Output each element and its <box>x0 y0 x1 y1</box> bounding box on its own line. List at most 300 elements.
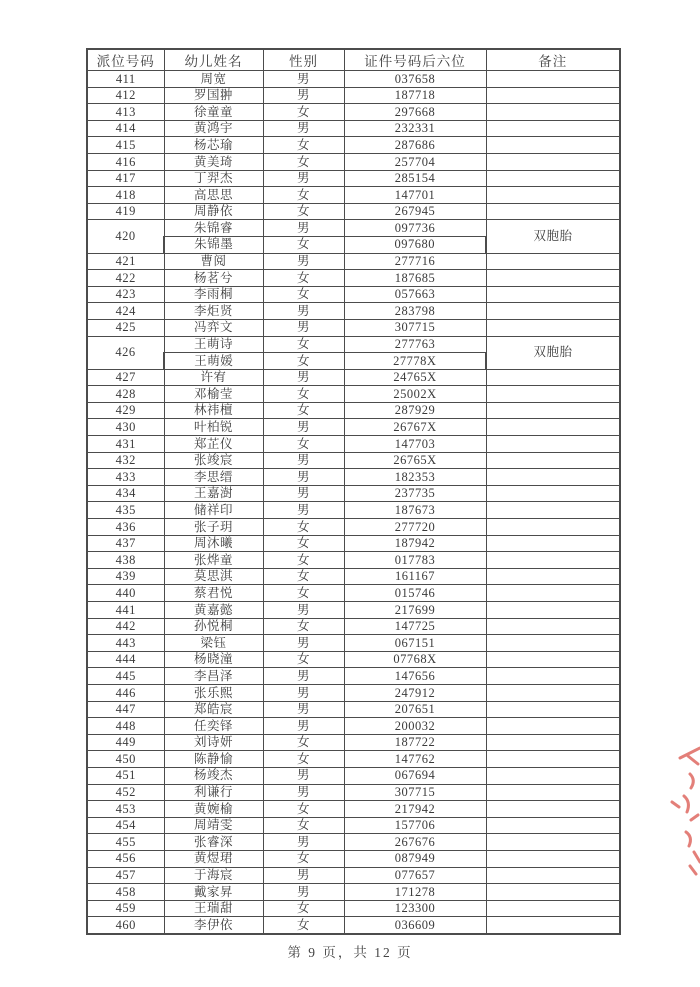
cell-id-last6: 283798 <box>344 303 486 320</box>
cell-child-name: 王嘉澍 <box>164 485 263 502</box>
header-allocation-number: 派位号码 <box>87 49 164 71</box>
cell-gender: 女 <box>263 568 344 585</box>
cell-note <box>486 734 620 751</box>
cell-child-name: 曹阅 <box>164 253 263 270</box>
cell-child-name: 郑芷仪 <box>164 436 263 453</box>
cell-gender: 女 <box>263 519 344 536</box>
cell-allocation-number: 412 <box>87 87 164 104</box>
table-row <box>87 71 620 88</box>
cell-note <box>486 668 620 685</box>
cell-note <box>486 104 620 121</box>
cell-id-last6: 297668 <box>344 104 486 121</box>
cell-gender: 男 <box>263 87 344 104</box>
table-row <box>87 884 620 901</box>
cell-allocation-number: 446 <box>87 684 164 701</box>
cell-note <box>486 850 620 867</box>
cell-id-last6: 277720 <box>344 519 486 536</box>
cell-allocation-number: 439 <box>87 568 164 585</box>
cell-child-name: 杨竣杰 <box>164 767 263 784</box>
cell-note <box>486 153 620 170</box>
cell-allocation-number: 456 <box>87 850 164 867</box>
table-row <box>87 336 620 353</box>
cell-id-last6: 307715 <box>344 319 486 336</box>
cell-child-name: 李思缙 <box>164 469 263 486</box>
cell-child-name: 杨晓潼 <box>164 651 263 668</box>
cell-note <box>486 884 620 901</box>
cell-note <box>486 436 620 453</box>
cell-id-last6: 217942 <box>344 801 486 818</box>
cell-allocation-number: 453 <box>87 801 164 818</box>
cell-id-last6: 187685 <box>344 270 486 287</box>
cell-gender: 男 <box>263 220 344 237</box>
cell-allocation-number: 419 <box>87 203 164 220</box>
cell-allocation-number: 459 <box>87 900 164 917</box>
cell-note <box>486 170 620 187</box>
cell-id-last6: 257704 <box>344 153 486 170</box>
cell-id-last6: 25002X <box>344 386 486 403</box>
cell-gender: 女 <box>263 270 344 287</box>
cell-allocation-number: 447 <box>87 701 164 718</box>
cell-allocation-number: 430 <box>87 419 164 436</box>
cell-note <box>486 485 620 502</box>
cell-id-last6: 247912 <box>344 684 486 701</box>
cell-id-last6: 187942 <box>344 535 486 552</box>
cell-allocation-number: 435 <box>87 502 164 519</box>
cell-gender: 男 <box>263 485 344 502</box>
cell-allocation-number: 426 <box>87 336 164 369</box>
cell-allocation-number: 438 <box>87 552 164 569</box>
table-row <box>87 419 620 436</box>
cell-id-last6: 182353 <box>344 469 486 486</box>
cell-gender: 男 <box>263 884 344 901</box>
cell-note <box>486 602 620 619</box>
cell-child-name: 梁钰 <box>164 635 263 652</box>
cell-child-name: 张子玥 <box>164 519 263 536</box>
cell-id-last6: 24765X <box>344 369 486 386</box>
cell-gender: 女 <box>263 734 344 751</box>
cell-allocation-number: 458 <box>87 884 164 901</box>
cell-child-name: 黄婉榆 <box>164 801 263 818</box>
allocation-table <box>86 48 621 935</box>
cell-gender: 男 <box>263 767 344 784</box>
cell-note <box>486 635 620 652</box>
cell-note <box>486 303 620 320</box>
cell-allocation-number: 441 <box>87 602 164 619</box>
table-row <box>87 701 620 718</box>
cell-note <box>486 784 620 801</box>
cell-child-name: 朱锦墨 <box>164 236 263 253</box>
cell-gender: 男 <box>263 701 344 718</box>
table-row <box>87 485 620 502</box>
table-row <box>87 684 620 701</box>
table-row <box>87 220 620 237</box>
cell-note <box>486 253 620 270</box>
table-row <box>87 651 620 668</box>
header-child-name: 幼儿姓名 <box>164 49 263 71</box>
table-row <box>87 751 620 768</box>
cell-child-name: 丁羿杰 <box>164 170 263 187</box>
cell-gender: 男 <box>263 867 344 884</box>
cell-id-last6: 015746 <box>344 585 486 602</box>
cell-child-name: 冯弈文 <box>164 319 263 336</box>
table-row <box>87 452 620 469</box>
cell-note <box>486 801 620 818</box>
cell-child-name: 黄鸿宇 <box>164 120 263 137</box>
cell-gender: 男 <box>263 71 344 88</box>
cell-note <box>486 552 620 569</box>
cell-id-last6: 27778X <box>344 353 486 370</box>
cell-note <box>486 137 620 154</box>
cell-gender: 男 <box>263 419 344 436</box>
cell-allocation-number: 450 <box>87 751 164 768</box>
cell-gender: 女 <box>263 104 344 121</box>
cell-child-name: 黄煜珺 <box>164 850 263 867</box>
cell-child-name: 叶柏锐 <box>164 419 263 436</box>
cell-allocation-number: 425 <box>87 319 164 336</box>
cell-child-name: 李伊依 <box>164 917 263 934</box>
cell-note: 双胞胎 <box>486 336 620 369</box>
cell-id-last6: 267676 <box>344 834 486 851</box>
table-row <box>87 120 620 137</box>
cell-note <box>486 419 620 436</box>
cell-note <box>486 369 620 386</box>
cell-child-name: 罗国翀 <box>164 87 263 104</box>
cell-allocation-number: 452 <box>87 784 164 801</box>
cell-allocation-number: 460 <box>87 917 164 934</box>
cell-id-last6: 187673 <box>344 502 486 519</box>
table-row <box>87 104 620 121</box>
cell-child-name: 黄美琦 <box>164 153 263 170</box>
header-note: 备注 <box>486 49 620 71</box>
cell-allocation-number: 418 <box>87 187 164 204</box>
table-row <box>87 850 620 867</box>
cell-id-last6: 067694 <box>344 767 486 784</box>
cell-note <box>486 767 620 784</box>
cell-gender: 女 <box>263 801 344 818</box>
cell-allocation-number: 414 <box>87 120 164 137</box>
cell-allocation-number: 421 <box>87 253 164 270</box>
cell-id-last6: 161167 <box>344 568 486 585</box>
table-row <box>87 286 620 303</box>
cell-id-last6: 036609 <box>344 917 486 934</box>
cell-gender: 女 <box>263 286 344 303</box>
cell-child-name: 陈静愉 <box>164 751 263 768</box>
cell-gender: 女 <box>263 535 344 552</box>
table-row <box>87 187 620 204</box>
cell-id-last6: 171278 <box>344 884 486 901</box>
table-row <box>87 668 620 685</box>
cell-id-last6: 037658 <box>344 71 486 88</box>
cell-gender: 女 <box>263 153 344 170</box>
cell-child-name: 张竣宸 <box>164 452 263 469</box>
cell-gender: 男 <box>263 120 344 137</box>
cell-note <box>486 187 620 204</box>
cell-gender: 女 <box>263 817 344 834</box>
cell-allocation-number: 422 <box>87 270 164 287</box>
cell-note <box>486 402 620 419</box>
cell-note <box>486 535 620 552</box>
cell-allocation-number: 457 <box>87 867 164 884</box>
cell-allocation-number: 449 <box>87 734 164 751</box>
cell-id-last6: 187718 <box>344 87 486 104</box>
cell-gender: 女 <box>263 917 344 934</box>
cell-allocation-number: 440 <box>87 585 164 602</box>
table-row <box>87 801 620 818</box>
table-row <box>87 87 620 104</box>
cell-child-name: 孙悦桐 <box>164 618 263 635</box>
cell-note <box>486 469 620 486</box>
cell-allocation-number: 432 <box>87 452 164 469</box>
table-row <box>87 270 620 287</box>
cell-gender: 男 <box>263 784 344 801</box>
cell-id-last6: 147762 <box>344 751 486 768</box>
cell-id-last6: 123300 <box>344 900 486 917</box>
cell-child-name: 李雨桐 <box>164 286 263 303</box>
cell-gender: 男 <box>263 602 344 619</box>
cell-id-last6: 157706 <box>344 817 486 834</box>
table-row <box>87 834 620 851</box>
table-row <box>87 734 620 751</box>
table-row <box>87 137 620 154</box>
cell-id-last6: 237735 <box>344 485 486 502</box>
cell-allocation-number: 428 <box>87 386 164 403</box>
cell-child-name: 周静依 <box>164 203 263 220</box>
cell-id-last6: 232331 <box>344 120 486 137</box>
table-row <box>87 519 620 536</box>
cell-gender: 男 <box>263 502 344 519</box>
cell-child-name: 王萌诗 <box>164 336 263 353</box>
cell-gender: 女 <box>263 353 344 370</box>
cell-child-name: 杨茗兮 <box>164 270 263 287</box>
cell-id-last6: 287686 <box>344 137 486 154</box>
cell-child-name: 王瑞甜 <box>164 900 263 917</box>
cell-note <box>486 286 620 303</box>
cell-child-name: 郑皓宸 <box>164 701 263 718</box>
table-row <box>87 253 620 270</box>
table-row <box>87 170 620 187</box>
cell-note <box>486 917 620 934</box>
cell-note <box>486 684 620 701</box>
cell-child-name: 周靖雯 <box>164 817 263 834</box>
table-row <box>87 369 620 386</box>
cell-child-name: 朱锦睿 <box>164 220 263 237</box>
cell-allocation-number: 415 <box>87 137 164 154</box>
table-row <box>87 203 620 220</box>
cell-allocation-number: 427 <box>87 369 164 386</box>
cell-gender: 女 <box>263 651 344 668</box>
table-row <box>87 436 620 453</box>
cell-gender: 女 <box>263 436 344 453</box>
cell-allocation-number: 444 <box>87 651 164 668</box>
cell-note <box>486 834 620 851</box>
cell-allocation-number: 411 <box>87 71 164 88</box>
cell-note <box>486 718 620 735</box>
table-row <box>87 319 620 336</box>
cell-child-name: 李昌泽 <box>164 668 263 685</box>
cell-id-last6: 277763 <box>344 336 486 353</box>
cell-id-last6: 277716 <box>344 253 486 270</box>
cell-child-name: 许宥 <box>164 369 263 386</box>
cell-id-last6: 267945 <box>344 203 486 220</box>
cell-gender: 女 <box>263 850 344 867</box>
table-body <box>87 71 620 934</box>
page-number-footer: 第 9 页，共 12 页 <box>287 945 413 960</box>
cell-child-name: 储祥印 <box>164 502 263 519</box>
cell-id-last6: 067151 <box>344 635 486 652</box>
cell-note <box>486 319 620 336</box>
cell-note <box>486 87 620 104</box>
cell-gender: 男 <box>263 170 344 187</box>
cell-note <box>486 867 620 884</box>
cell-allocation-number: 443 <box>87 635 164 652</box>
table-row <box>87 618 620 635</box>
cell-note <box>486 817 620 834</box>
cell-gender: 女 <box>263 751 344 768</box>
table-row <box>87 386 620 403</box>
cell-note: 双胞胎 <box>486 220 620 253</box>
cell-id-last6: 307715 <box>344 784 486 801</box>
cell-gender: 男 <box>263 369 344 386</box>
table-row <box>87 635 620 652</box>
cell-note <box>486 452 620 469</box>
cell-gender: 男 <box>263 684 344 701</box>
cell-note <box>486 618 620 635</box>
cell-allocation-number: 431 <box>87 436 164 453</box>
cell-allocation-number: 442 <box>87 618 164 635</box>
table-row <box>87 402 620 419</box>
table-row <box>87 469 620 486</box>
cell-gender: 男 <box>263 303 344 320</box>
cell-gender: 女 <box>263 618 344 635</box>
cell-note <box>486 701 620 718</box>
cell-id-last6: 285154 <box>344 170 486 187</box>
cell-gender: 男 <box>263 668 344 685</box>
cell-allocation-number: 455 <box>87 834 164 851</box>
cell-id-last6: 07768X <box>344 651 486 668</box>
cell-child-name: 利谦行 <box>164 784 263 801</box>
cell-id-last6: 147725 <box>344 618 486 635</box>
cell-child-name: 蔡君悦 <box>164 585 263 602</box>
cell-gender: 男 <box>263 452 344 469</box>
cell-allocation-number: 434 <box>87 485 164 502</box>
cell-allocation-number: 436 <box>87 519 164 536</box>
cell-allocation-number: 437 <box>87 535 164 552</box>
cell-child-name: 李炬贤 <box>164 303 263 320</box>
table-row <box>87 502 620 519</box>
table-row <box>87 153 620 170</box>
table-row <box>87 784 620 801</box>
cell-allocation-number: 417 <box>87 170 164 187</box>
cell-id-last6: 147703 <box>344 436 486 453</box>
cell-allocation-number: 416 <box>87 153 164 170</box>
table-row <box>87 867 620 884</box>
table-header <box>87 49 620 71</box>
cell-id-last6: 097736 <box>344 220 486 237</box>
cell-note <box>486 585 620 602</box>
cell-note <box>486 519 620 536</box>
cell-gender: 女 <box>263 203 344 220</box>
cell-child-name: 林祎檀 <box>164 402 263 419</box>
table-row <box>87 900 620 917</box>
cell-id-last6: 087949 <box>344 850 486 867</box>
cell-note <box>486 71 620 88</box>
table-row <box>87 718 620 735</box>
cell-note <box>486 203 620 220</box>
cell-child-name: 王萌媛 <box>164 353 263 370</box>
cell-id-last6: 217699 <box>344 602 486 619</box>
cell-allocation-number: 454 <box>87 817 164 834</box>
cell-child-name: 杨芯瑜 <box>164 137 263 154</box>
cell-note <box>486 120 620 137</box>
cell-allocation-number: 413 <box>87 104 164 121</box>
table-row <box>87 535 620 552</box>
cell-note <box>486 751 620 768</box>
cell-note <box>486 900 620 917</box>
cell-id-last6: 200032 <box>344 718 486 735</box>
cell-child-name: 周沐曦 <box>164 535 263 552</box>
cell-id-last6: 077657 <box>344 867 486 884</box>
cell-gender: 女 <box>263 137 344 154</box>
table-row <box>87 568 620 585</box>
cell-note <box>486 651 620 668</box>
cell-allocation-number: 451 <box>87 767 164 784</box>
cell-id-last6: 287929 <box>344 402 486 419</box>
cell-gender: 女 <box>263 585 344 602</box>
cell-gender: 男 <box>263 319 344 336</box>
cell-allocation-number: 424 <box>87 303 164 320</box>
table-row <box>87 917 620 934</box>
cell-gender: 男 <box>263 718 344 735</box>
cell-child-name: 张乐熙 <box>164 684 263 701</box>
cell-note <box>486 568 620 585</box>
cell-gender: 女 <box>263 402 344 419</box>
cell-id-last6: 147701 <box>344 187 486 204</box>
table-row <box>87 817 620 834</box>
cell-child-name: 任奕铎 <box>164 718 263 735</box>
cell-child-name: 张睿深 <box>164 834 263 851</box>
cell-id-last6: 26765X <box>344 452 486 469</box>
table-row <box>87 767 620 784</box>
table-row <box>87 585 620 602</box>
cell-id-last6: 057663 <box>344 286 486 303</box>
table-row <box>87 552 620 569</box>
cell-id-last6: 26767X <box>344 419 486 436</box>
cell-id-last6: 147656 <box>344 668 486 685</box>
red-seal-stamp-fragment <box>644 742 700 876</box>
cell-gender: 女 <box>263 336 344 353</box>
cell-gender: 女 <box>263 386 344 403</box>
cell-child-name: 高思思 <box>164 187 263 204</box>
table-row <box>87 602 620 619</box>
cell-allocation-number: 429 <box>87 402 164 419</box>
cell-child-name: 徐童童 <box>164 104 263 121</box>
cell-allocation-number: 445 <box>87 668 164 685</box>
cell-allocation-number: 448 <box>87 718 164 735</box>
cell-gender: 男 <box>263 635 344 652</box>
cell-child-name: 周宽 <box>164 71 263 88</box>
header-row <box>87 49 620 71</box>
cell-gender: 女 <box>263 187 344 204</box>
cell-note <box>486 502 620 519</box>
header-id-last6: 证件号码后六位 <box>344 49 486 71</box>
cell-gender: 女 <box>263 552 344 569</box>
cell-child-name: 黄嘉懿 <box>164 602 263 619</box>
cell-child-name: 戴家昇 <box>164 884 263 901</box>
cell-gender: 女 <box>263 236 344 253</box>
cell-child-name: 刘诗妍 <box>164 734 263 751</box>
cell-gender: 女 <box>263 900 344 917</box>
cell-gender: 男 <box>263 253 344 270</box>
